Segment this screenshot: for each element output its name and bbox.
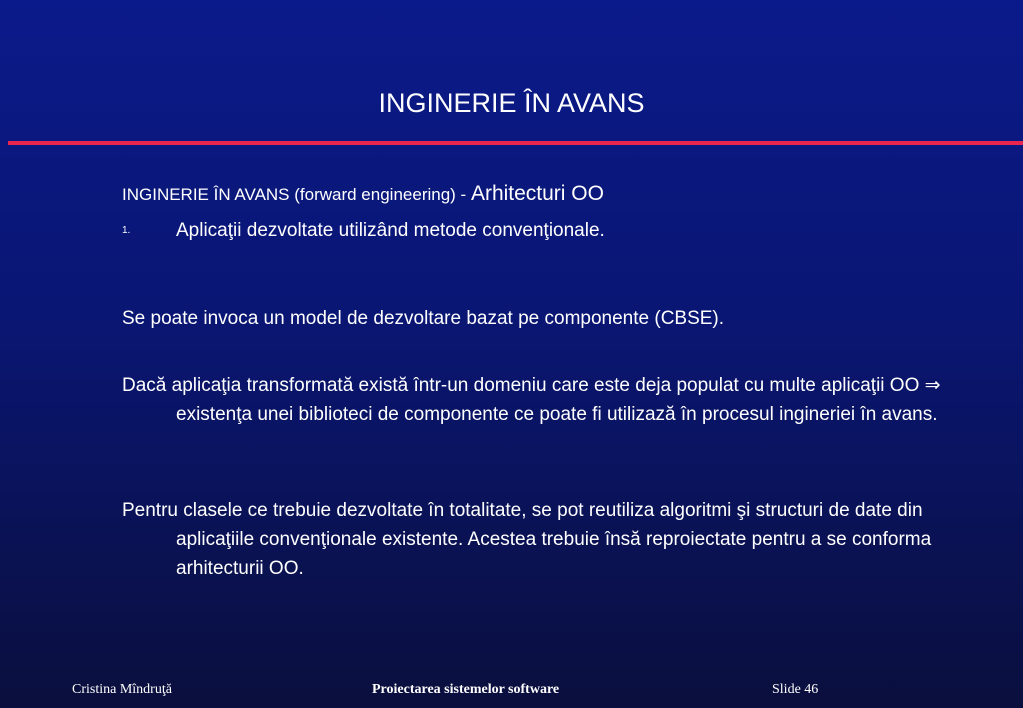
footer-course: Proiectarea sistemelor software [372, 682, 560, 697]
numbered-item [122, 218, 942, 244]
footer-slide-number: Slide 46 [772, 682, 819, 697]
item-text: Aplicaţii dezvoltate utilizând metode convenţionale. [176, 220, 605, 242]
paragraph-oo-domain: Dacă aplicaţia transformată există într-un domeniu care este deja populat cu multe aplicaţii OO ⇒ existenţa unei biblioteci de componente ce poate fi utilizază în procesul ingineriei în avans. [122, 375, 941, 425]
paragraph-cbse: Se poate invoca un model de dezvoltare bazat pe componente (CBSE). [122, 308, 725, 329]
section-heading-prefix: INGINERIE ÎN AVANS (forward engineering) - [122, 185, 471, 204]
paragraph-reuse: Pentru clasele ce trebuie dezvoltate în totalitate, se pot reutiliza algoritmi şi structuri de date din aplicaţiile convenţionale existente. Acestea trebuie însă reproiectate pentru a se conforma arhitecturii OO. [122, 500, 932, 579]
section-heading [122, 181, 604, 208]
title-divider [8, 141, 1023, 145]
item-number: 1. [122, 225, 131, 236]
section-heading-suffix: Arhitecturi OO [470, 182, 604, 205]
slide-title: INGINERIE ÎN AVANS [378, 88, 645, 118]
footer-author: Cristina Mîndruţă [72, 682, 172, 697]
